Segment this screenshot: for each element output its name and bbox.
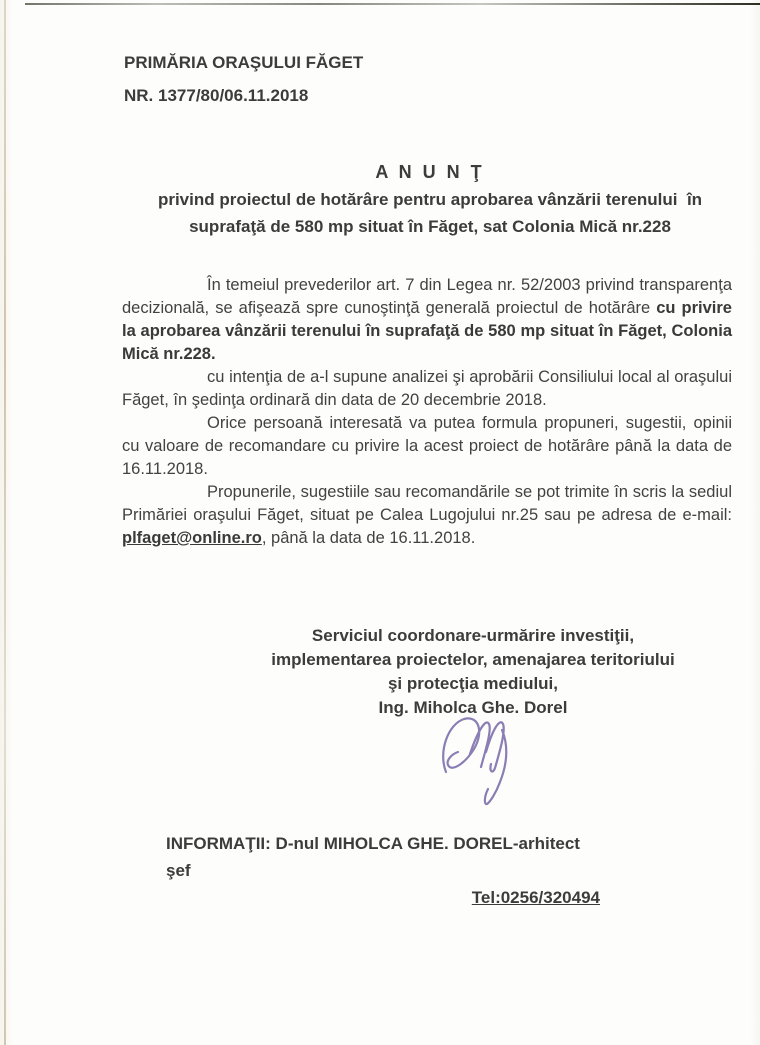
paragraph-4-part2: , până la data de 16.11.2018. bbox=[261, 529, 476, 547]
paragraph-1-normal: În temeiul prevederilor art. 7 din Legea nr. 52/2003 privind transparenţa decizională, se afişează spre cunoştinţă generală proiectul de hotărâre bbox=[122, 276, 732, 317]
email-address: plfaget@online.ro bbox=[122, 529, 262, 547]
document-header bbox=[124, 46, 363, 112]
paragraph-1 bbox=[122, 274, 732, 366]
subtitle-line-1: privind proiectul de hotărâre pentru aprobarea vânzării terenului în bbox=[157, 190, 703, 209]
paragraph-1-bold: cu privire la aprobarea vânzării terenului în suprafaţă de 580 mp situat în Făget, Colonia Mică nr.228. bbox=[122, 299, 732, 363]
footer-block bbox=[166, 830, 600, 911]
document-title: A N U N Ţ bbox=[375, 162, 485, 182]
paragraph-3: Orice persoană interesată va putea formula propuneri, sugestii, opinii cu valoare de recomandare cu privire la acest proiect de hotărâre până la data de 16.11.2018. bbox=[122, 414, 732, 478]
scan-artifact-top-line bbox=[25, 3, 760, 5]
paragraph-4 bbox=[122, 481, 732, 550]
signature-block bbox=[243, 624, 703, 720]
contact-info: INFORMAŢII: D-nul MIHOLCA GHE. DOREL-arhitect şef bbox=[166, 834, 580, 880]
paragraph-4-part1: Propunerile, sugestiile sau recomandările se pot trimite în scris la sediul Primăriei oraşului Făget, situat pe Calea Lugojului nr.25 sau pe adresa de e-mail: bbox=[122, 483, 732, 524]
department-line-2: implementarea proiectelor, amenajarea teritoriului bbox=[271, 650, 675, 669]
registration-number: NR. 1377/80/06.11.2018 bbox=[124, 86, 309, 105]
signer-name: Ing. Miholca Ghe. Dorel bbox=[378, 698, 568, 717]
document-body bbox=[122, 274, 732, 550]
signature-scribble bbox=[436, 710, 541, 810]
department-line-3: şi protecţia mediului, bbox=[387, 674, 559, 693]
contact-phone: Tel:0256/320494 bbox=[471, 888, 600, 907]
subtitle-line-2: suprafaţă de 580 mp situat în Făget, sat Colonia Mică nr.228 bbox=[189, 217, 671, 236]
department-line-1: Serviciul coordonare-urmărire investiţii, bbox=[311, 626, 635, 645]
title-block bbox=[122, 158, 738, 240]
issuer-name: PRIMĂRIA ORAŞULUI FĂGET bbox=[124, 53, 364, 72]
page-edge-shadow bbox=[4, 0, 6, 1045]
paragraph-2: cu intenţia de a-l supune analizei şi aprobării Consiliului local al oraşului Făget, în şedinţa ordinară din data de 20 decembrie 2018. bbox=[122, 368, 732, 409]
